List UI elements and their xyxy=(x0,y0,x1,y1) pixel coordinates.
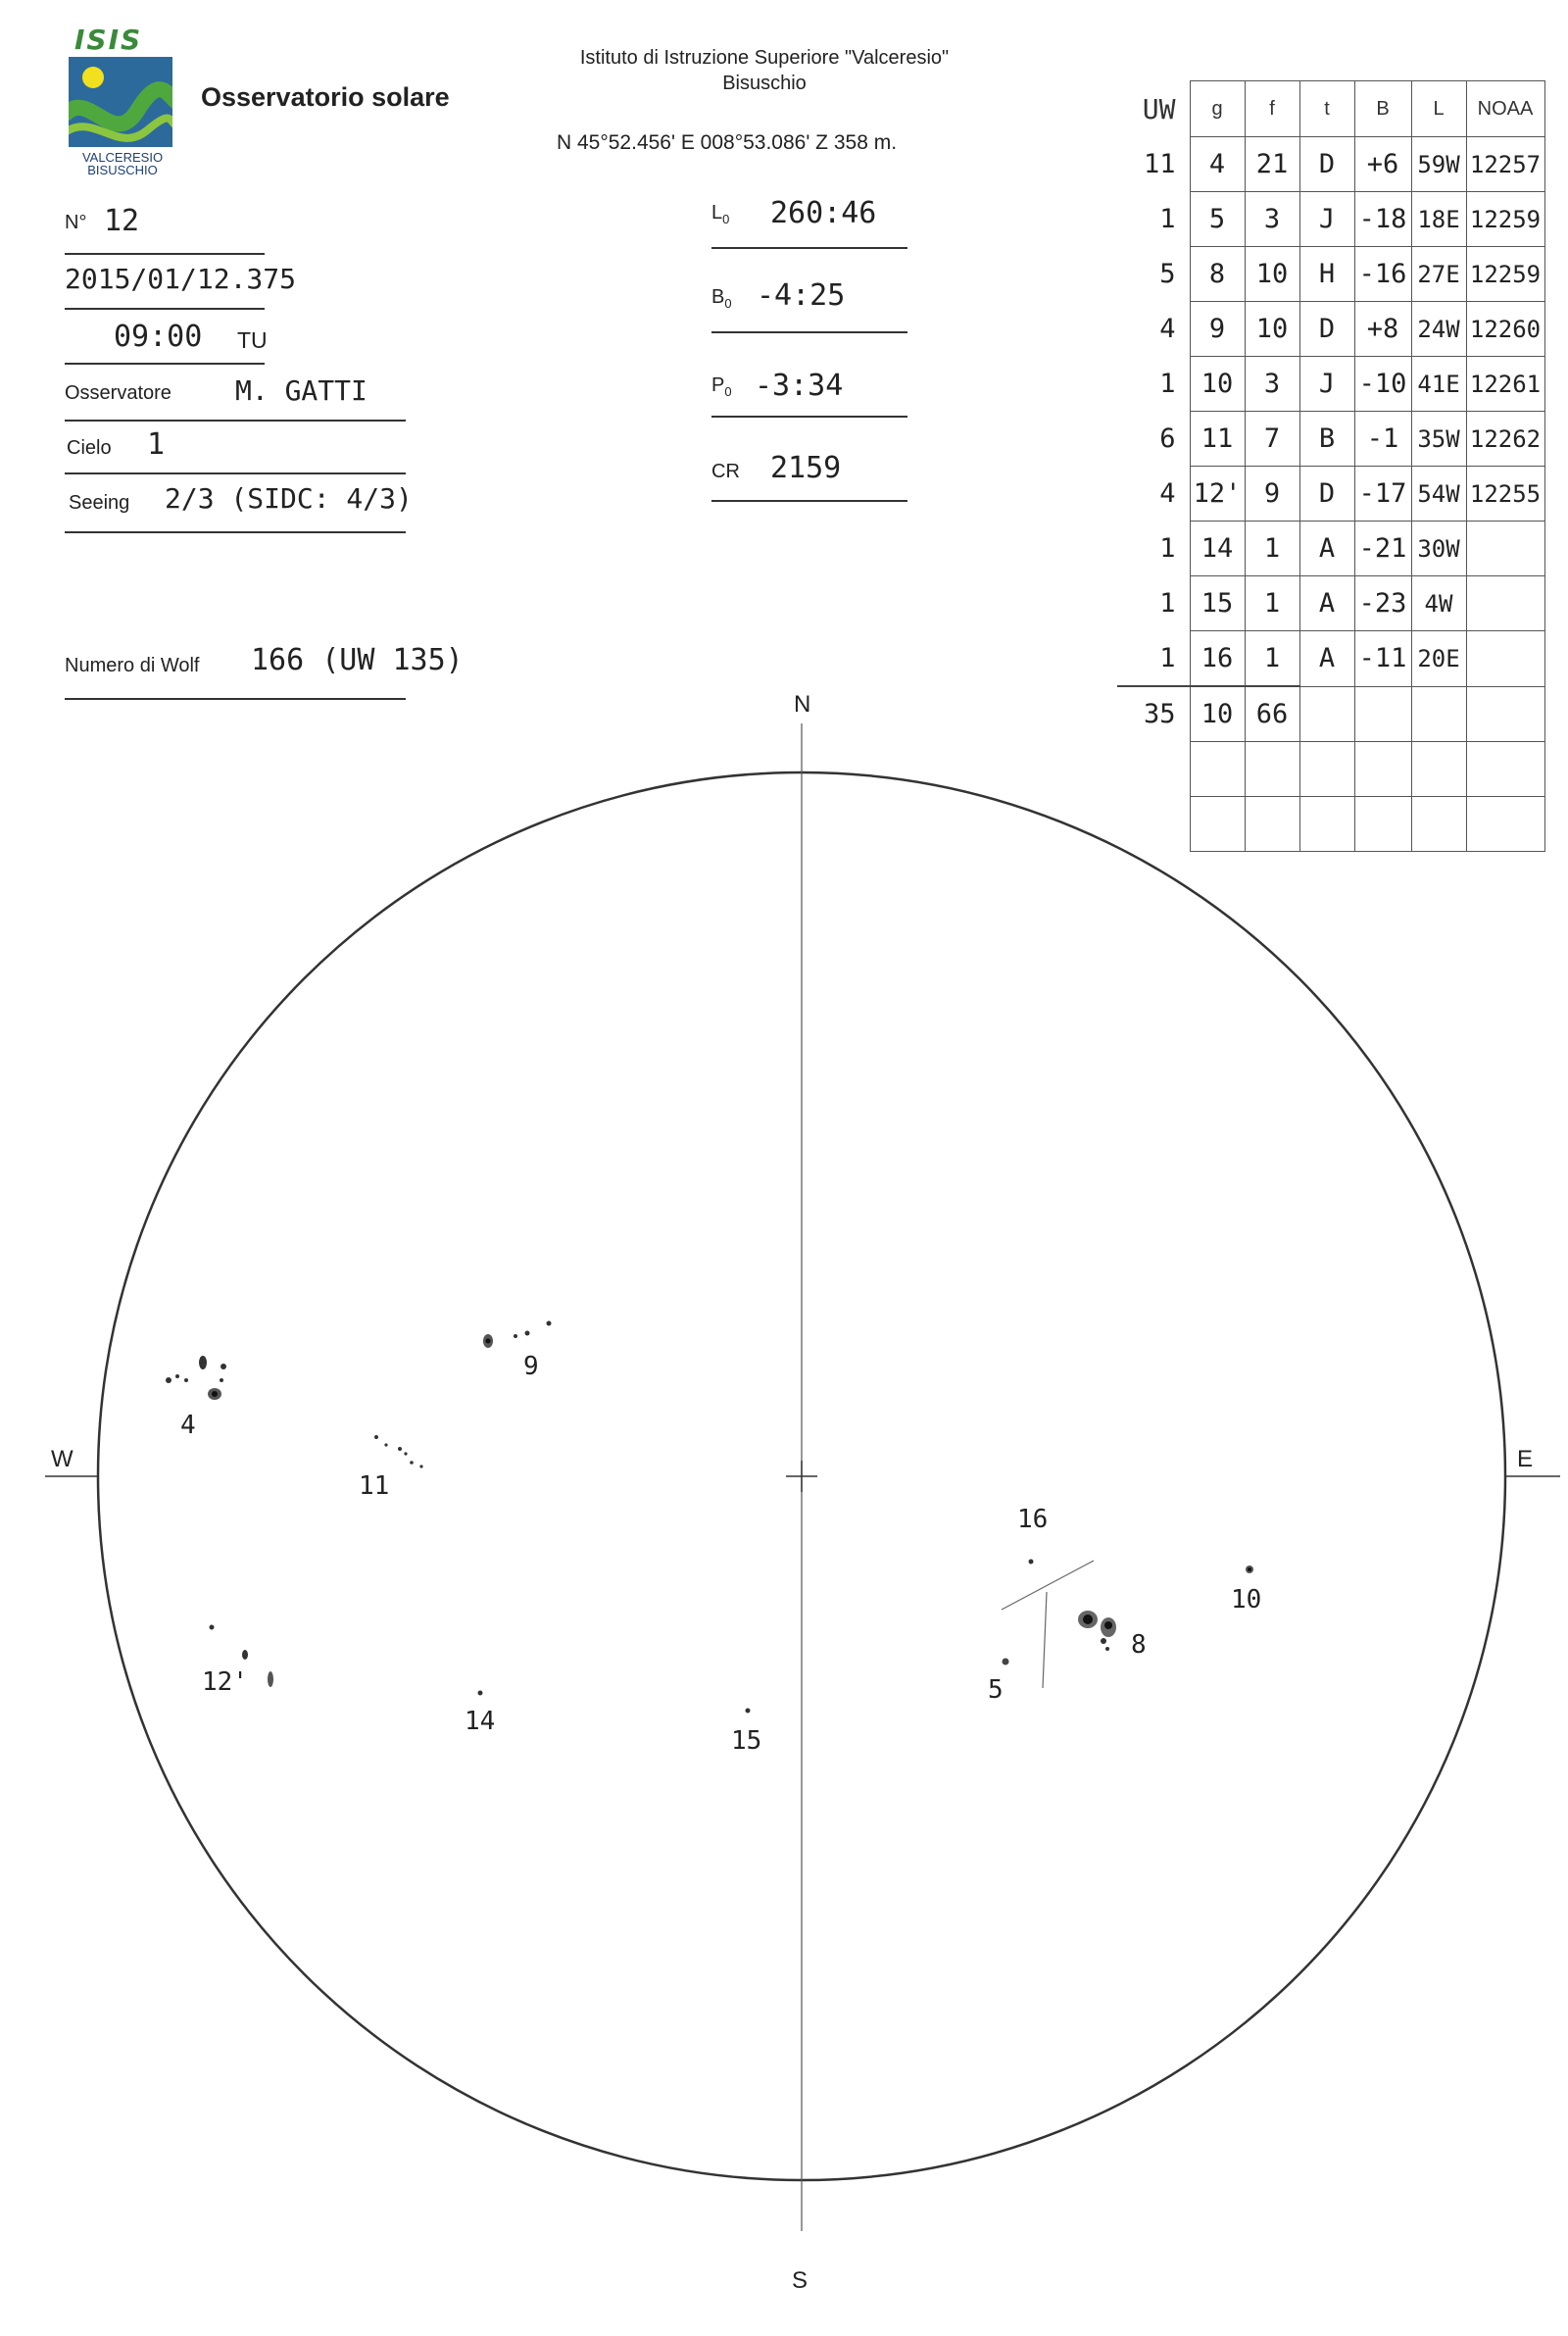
cell-uw: 4 xyxy=(1159,314,1176,344)
b0-label: $B_0$ xyxy=(711,286,732,311)
seeing-underline xyxy=(65,531,406,533)
wolf-value: 166 (UW 135) xyxy=(251,643,464,677)
number-underline xyxy=(65,253,265,255)
group-5-8-guide-line xyxy=(1043,1592,1047,1688)
p0-underline xyxy=(711,416,907,418)
sky-label: Cielo xyxy=(67,437,112,459)
cell-f: 10 xyxy=(1245,247,1299,302)
cell-g: 12' xyxy=(1190,467,1245,522)
cell-noaa: 12259 xyxy=(1466,247,1544,302)
table-header-row xyxy=(1117,81,1544,137)
cell-f: 1 xyxy=(1245,576,1299,631)
total-f: 66 xyxy=(1245,686,1299,742)
observer-label: Osservatore xyxy=(65,382,172,404)
sunspot-group-14 xyxy=(478,1691,483,1696)
cell-g: 14 xyxy=(1190,522,1245,576)
cell-noaa: 12259 xyxy=(1466,192,1544,247)
page-title: Osservatorio solare xyxy=(201,82,450,112)
cell-t: A xyxy=(1299,631,1354,687)
time-value: 09:00 xyxy=(114,320,203,354)
cell-b: -10 xyxy=(1354,357,1411,412)
table-row xyxy=(1117,137,1544,192)
sunspot-group-16 xyxy=(1029,1560,1034,1565)
b0-underline xyxy=(711,331,907,333)
sunspot-group-4 xyxy=(166,1356,226,1400)
cell-noaa xyxy=(1466,522,1544,576)
cr-underline xyxy=(711,500,907,502)
wolf-label: Numero di Wolf xyxy=(65,655,200,676)
group-label-10: 10 xyxy=(1231,1585,1262,1615)
cell-t: D xyxy=(1299,467,1354,522)
cell-noaa: 12262 xyxy=(1466,412,1544,467)
sunspot-group-15 xyxy=(746,1709,751,1714)
sunspot-group-8 xyxy=(1078,1611,1116,1651)
cell-f: 9 xyxy=(1245,467,1299,522)
total-g: 10 xyxy=(1190,686,1245,742)
sunspot-group-5 xyxy=(1003,1659,1009,1665)
group-5-16-guide-line xyxy=(1002,1561,1094,1610)
logo-isis-text: ISIS xyxy=(74,24,143,56)
date-value: 2015/01/12.375 xyxy=(65,263,297,295)
cell-t: B xyxy=(1299,412,1354,467)
cell-uw: 1 xyxy=(1159,204,1176,234)
cell-l: 24W xyxy=(1411,302,1466,357)
solar-disk-drawing xyxy=(0,676,1568,2336)
cell-l: 41E xyxy=(1411,357,1466,412)
cell-l: 54W xyxy=(1411,467,1466,522)
institute-line-2: Bisuschio xyxy=(722,73,807,94)
cell-l: 59W xyxy=(1411,137,1466,192)
cell-t: D xyxy=(1299,137,1354,192)
sky-value: 1 xyxy=(147,427,166,462)
cr-label: CR xyxy=(711,461,740,482)
p0-label: $P_0$ xyxy=(711,374,732,399)
group-label-4: 4 xyxy=(180,1411,196,1440)
cell-noaa: 12261 xyxy=(1466,357,1544,412)
cell-f: 3 xyxy=(1245,357,1299,412)
cell-b: -16 xyxy=(1354,247,1411,302)
south-label: S xyxy=(792,2267,808,2294)
cell-g: 16 xyxy=(1190,631,1245,687)
cr-value: 2159 xyxy=(770,451,842,485)
header-b: B xyxy=(1354,81,1411,137)
table-row xyxy=(1117,302,1544,357)
table-row xyxy=(1117,467,1544,522)
seeing-value: 2/3 (SIDC: 4/3) xyxy=(165,482,413,515)
header-noaa: NOAA xyxy=(1466,81,1544,137)
sunspot-group-11 xyxy=(374,1435,423,1468)
cell-uw: 1 xyxy=(1159,369,1176,399)
group-label-16: 16 xyxy=(1017,1505,1049,1534)
cell-g: 15 xyxy=(1190,576,1245,631)
cell-uw: 5 xyxy=(1159,259,1176,289)
cell-noaa xyxy=(1466,576,1544,631)
cell-noaa: 12255 xyxy=(1466,467,1544,522)
table-row xyxy=(1117,192,1544,247)
cell-noaa: 12260 xyxy=(1466,302,1544,357)
cell-g: 8 xyxy=(1190,247,1245,302)
institute-line-1: Istituto di Istruzione Superiore "Valceresio" xyxy=(579,47,950,69)
logo-valceresio-text: VALCERESIO xyxy=(81,150,164,165)
table-row xyxy=(1117,576,1544,631)
l0-underline xyxy=(711,247,907,249)
cell-l: 18E xyxy=(1411,192,1466,247)
north-label: N xyxy=(794,691,811,718)
seeing-label: Seeing xyxy=(69,492,130,514)
cell-l: 35W xyxy=(1411,412,1466,467)
cell-uw: 1 xyxy=(1159,588,1176,619)
cell-l: 4W xyxy=(1411,576,1466,631)
cell-t: J xyxy=(1299,192,1354,247)
sunspot-group-10 xyxy=(1246,1566,1253,1573)
cell-t: A xyxy=(1299,576,1354,631)
time-underline xyxy=(65,363,265,365)
cell-f: 10 xyxy=(1245,302,1299,357)
observer-value: M. GATTI xyxy=(235,374,368,407)
cell-t: D xyxy=(1299,302,1354,357)
cell-b: -21 xyxy=(1354,522,1411,576)
number-value: 12 xyxy=(104,204,140,238)
group-label-14: 14 xyxy=(465,1707,496,1736)
cell-g: 5 xyxy=(1190,192,1245,247)
cell-l: 27E xyxy=(1411,247,1466,302)
date-underline xyxy=(65,308,265,310)
cell-l: 30W xyxy=(1411,522,1466,576)
logo-wave-icon xyxy=(69,57,172,147)
school-logo xyxy=(61,24,184,177)
group-label-9: 9 xyxy=(523,1352,539,1381)
logo-emblem xyxy=(69,57,172,147)
cell-f: 3 xyxy=(1245,192,1299,247)
cell-uw: 1 xyxy=(1159,642,1176,673)
cell-f: 1 xyxy=(1245,631,1299,687)
sky-underline xyxy=(65,472,406,474)
group-label-15: 15 xyxy=(731,1726,762,1756)
cell-g: 9 xyxy=(1190,302,1245,357)
header-g: g xyxy=(1190,81,1245,137)
cell-b: +6 xyxy=(1354,137,1411,192)
cell-uw: 11 xyxy=(1143,149,1176,179)
table-row xyxy=(1117,247,1544,302)
cell-g: 10 xyxy=(1190,357,1245,412)
sunspot-group-9 xyxy=(483,1321,552,1349)
header-t: t xyxy=(1299,81,1354,137)
cell-uw: 4 xyxy=(1159,478,1176,509)
cell-f: 7 xyxy=(1245,412,1299,467)
cell-b: -1 xyxy=(1354,412,1411,467)
table-row xyxy=(1117,522,1544,576)
header-uw: UW xyxy=(1142,92,1176,125)
cell-t: J xyxy=(1299,357,1354,412)
header-l: L xyxy=(1411,81,1466,137)
l0-value: 260:46 xyxy=(770,196,877,230)
group-label-11: 11 xyxy=(359,1471,390,1501)
cell-t: H xyxy=(1299,247,1354,302)
cell-g: 11 xyxy=(1190,412,1245,467)
cell-noaa: 12257 xyxy=(1466,137,1544,192)
cell-b: -18 xyxy=(1354,192,1411,247)
cell-l: 20E xyxy=(1411,631,1466,687)
logo-bisuschio-text: BISUSCHIO xyxy=(87,163,158,177)
observatory-coordinates: N 45°52.456' E 008°53.086' Z 358 m. xyxy=(557,131,898,154)
observer-underline xyxy=(65,420,406,422)
number-label: N° xyxy=(65,212,87,233)
cell-f: 1 xyxy=(1245,522,1299,576)
west-label: W xyxy=(51,1446,74,1472)
table-row xyxy=(1117,412,1544,467)
header-f: f xyxy=(1245,81,1299,137)
cell-uw: 1 xyxy=(1159,533,1176,564)
east-label: E xyxy=(1517,1446,1534,1472)
cell-uw: 6 xyxy=(1159,423,1176,454)
time-unit: TU xyxy=(237,327,268,353)
group-label-5: 5 xyxy=(988,1675,1004,1705)
cell-g: 4 xyxy=(1190,137,1245,192)
b0-value: -4:25 xyxy=(757,278,846,313)
cell-b: -11 xyxy=(1354,631,1411,687)
p0-value: -3:34 xyxy=(755,369,844,403)
cell-b: +8 xyxy=(1354,302,1411,357)
cell-t: A xyxy=(1299,522,1354,576)
total-uw: 35 xyxy=(1117,686,1190,742)
cell-f: 21 xyxy=(1245,137,1299,192)
cell-b: -17 xyxy=(1354,467,1411,522)
table-row xyxy=(1117,357,1544,412)
l0-label: $L_0$ xyxy=(711,202,730,226)
group-label-8: 8 xyxy=(1131,1630,1147,1660)
institute-name xyxy=(490,45,1039,96)
group-label-12: 12' xyxy=(202,1667,248,1697)
cell-b: -23 xyxy=(1354,576,1411,631)
